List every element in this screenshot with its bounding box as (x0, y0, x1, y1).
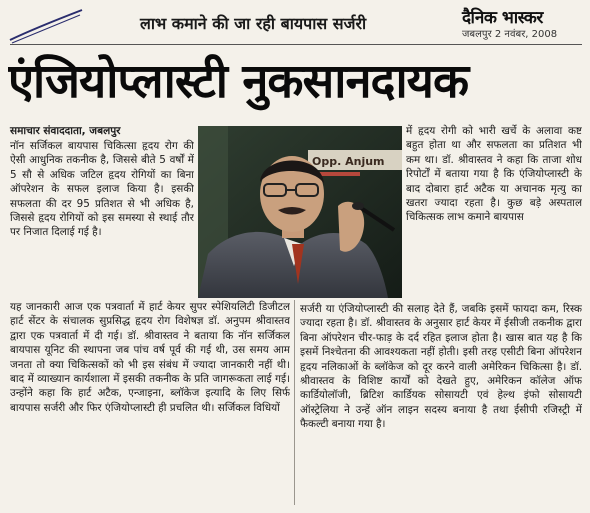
doctor-photo-image (198, 126, 402, 298)
banner-text: Opp. Anjum (312, 155, 385, 168)
header-rule (10, 44, 582, 45)
article-column-left-top: नॉन सर्जिकल बायपास चिकित्सा हृदय रोग की ऐसी आधुनिक तकनीक है, जिससे बीते 5 वर्षों में 5 सौ से अधिक जटिल हृदय रोगियों का बिना ऑपरेशन के सफल इलाज किया है। इसकी सफलता की दर 95 प्रतिशत से भी अधिक है, जिससे हृदय रोगियों को इस समस्या से स्थाई तौर पर निजात दिलाई गई है। (10, 140, 194, 239)
byline: समाचार संवाददाता, जबलपुर (10, 125, 121, 137)
article-column-bottom-right: सर्जरी या एंजियोप्लास्टी की सलाह देते हैं, जबकि इसमें फायदा कम, रिस्क ज्यादा रहता है। डॉ. श्रीवास्तव के अनुसार हार्ट केयर में ईसीजी तकनीक द्वारा बिना ऑपरेशन चीर-फाड़ के दर्द रहित इलाज होता है। खास बात यह है कि इसमें निश्चेतना की आवश्यकता नहीं होती। इसी तरह एसीटी बिना ऑपरेशन हृदय नलिकाओं के ब्लॉकेज को दूर करने वाली अमेरिकन चिकित्सा है। डॉ. श्रीवास्तव के विशिष्ट कार्यों को देखते हुए, अमेरिकन कॉलेज ऑफ कार्डियोलॉजी, ब्रिटिश कार्डियक सोसायटी एवं हेल्थ इंफो सोसायटी ऑस्ट्रेलिया ने उन्हें ऑन लाइन सदस्य बनाया है तथा ईसीपी रजिस्ट्री में फैकल्टी बनाया गया है। (300, 303, 582, 431)
doctor-photo (198, 126, 402, 298)
kicker-headline: लाभ कमाने की जा रही बायपास सर्जरी (140, 14, 367, 33)
article-column-right-top: में हृदय रोगी को भारी खर्चे के अलावा कष्ट बहुत होता था और सफलता का प्रतिशत भी कम था। डॉ. श्रीवास्तव ने कहा कि ताजा शोध रिपोर्टों में बताया गया है कि एंजियोप्लास्टी के बाद दोबारा हार्ट अटैक या अचानक मृत्यु का खतरा ज्यादा रहता है। कुछ बड़े अस्पताल चिकित्सक लाभ कमाने बायपास (406, 125, 582, 224)
main-headline: एंजियोप्लास्टी नुकसानदायक (8, 54, 469, 109)
pen-swoosh-icon (6, 6, 86, 46)
article-column-bottom-left: यह जानकारी आज एक पत्रवार्ता में हार्ट केयर सुपर स्पेशियलिटी डिजीटल हार्ट सेंटर के संचालक सुप्रसिद्ध हृदय रोग विशेषज्ञ डॉ. अनुपम श्रीवास्तव द्वारा एक पत्रवार्ता में दी गई। डॉ. श्रीवास्तव ने बताया कि नॉन सर्जिकल बायपास यूनिट की स्थापना जब पांच वर्ष पूर्व की गई थी, उस समय आम जनता तो क्या चिकित्सकों को भी इस संबंध में ज्यादा जानकारी नहीं थी। बाद में व्याख्यान कार्यशाला में इसकी तकनीक के प्रति जागरूकता लाई गई। उन्होंने कहा कि हार्ट अटैक, एन्जाइना, ब्लॉकेज इत्यादि के लिए सिर्फ बायपास सर्जरी और फिर एंजियोप्लास्टी ही प्रचलित थी। सर्जिकल विधियों (10, 301, 290, 414)
newspaper-name: दैनिक भास्कर (462, 8, 543, 28)
dateline: जबलपुर 2 नवंबर, 2008 (462, 29, 558, 40)
column-divider (294, 300, 295, 505)
